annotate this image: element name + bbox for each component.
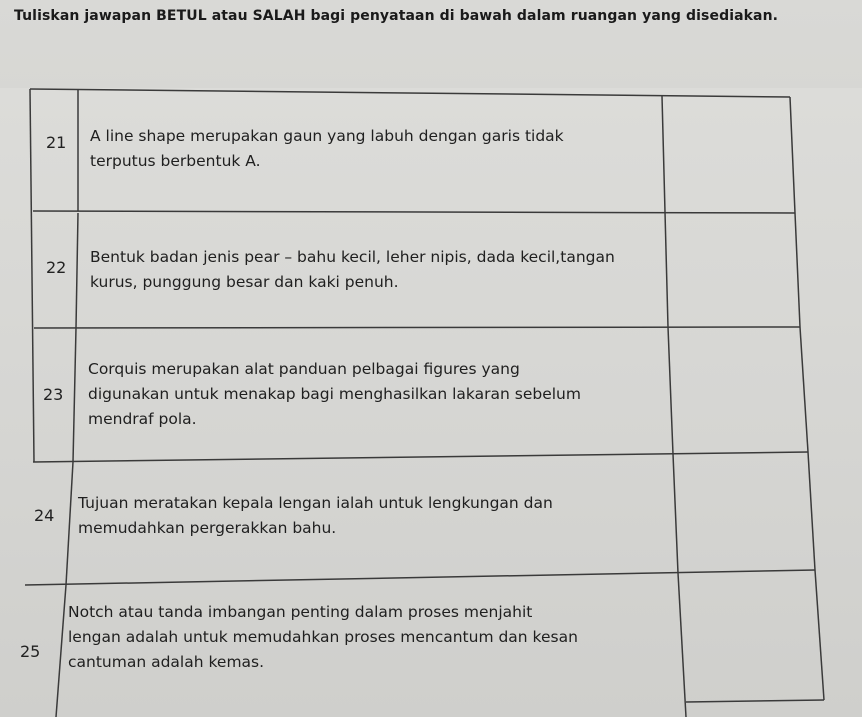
statement-line: digunakan untuk menakap bagi menghasilkan lakaran sebelum: [88, 385, 581, 403]
statement-line: terputus berbentuk A.: [90, 152, 261, 170]
answer-cell[interactable]: [690, 576, 816, 696]
answer-cell[interactable]: [668, 100, 788, 208]
statement-line: memudahkan pergerakkan bahu.: [78, 519, 337, 537]
statement-line: cantuman adalah kemas.: [68, 653, 265, 671]
question-statement: [90, 245, 615, 295]
statement-line: Bentuk badan jenis pear – bahu kecil, leher nipis, dada kecil,tangan: [90, 248, 615, 266]
question-statement: [88, 357, 581, 432]
question-number: 24: [34, 506, 55, 525]
question-number: 25: [20, 642, 41, 661]
statement-line: Notch atau tanda imbangan penting dalam proses menjahit: [68, 603, 533, 621]
question-statement: [68, 600, 578, 675]
instruction-text: Tuliskan jawapan BETUL atau SALAH bagi penyataan di bawah dalam ruangan yang disediakan.: [14, 8, 779, 24]
statement-line: Corquis merupakan alat panduan pelbagai figures yang: [88, 360, 520, 378]
question-statement: [90, 124, 564, 174]
question-statement: [78, 491, 553, 541]
question-number: 23: [43, 385, 64, 404]
question-number: 21: [46, 133, 67, 152]
statement-line: mendraf pola.: [88, 410, 197, 428]
answer-cell[interactable]: [674, 331, 800, 449]
question-number: 22: [46, 258, 67, 277]
statement-line: kurus, punggung besar dan kaki penuh.: [90, 273, 399, 291]
statement-line: A line shape merupakan gaun yang labuh dengan garis tidak: [90, 127, 564, 145]
answer-cell[interactable]: [680, 457, 806, 567]
statement-line: lengan adalah untuk memudahkan proses mencantum dan kesan: [68, 628, 578, 646]
answer-cell[interactable]: [670, 216, 794, 324]
statement-line: Tujuan meratakan kepala lengan ialah untuk lengkungan dan: [78, 494, 553, 512]
